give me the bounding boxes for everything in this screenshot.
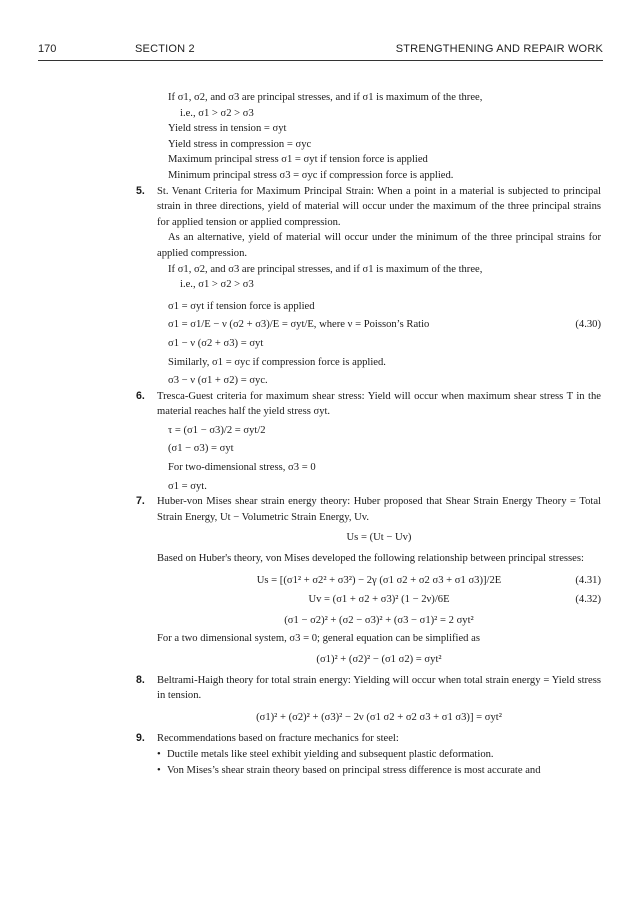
list-item-5 — [136, 184, 601, 389]
intro-line: Maximum principal stress σ1 = σyt if tension force is applied — [168, 154, 428, 166]
bullet-item — [157, 747, 601, 763]
equation-text: Us = [(σ1² + σ2² + σ3²) − 2γ (σ1 σ2 + σ2 σ3 + σ1 σ3)]/2E — [256, 574, 502, 586]
chapter-title: STRENGTHENING AND REPAIR WORK — [395, 43, 603, 55]
bullet-text: Ductile metals like steel exhibit yielding and subsequent plastic deformation. — [167, 748, 494, 760]
equation-text: σ1 = σ1/E − ν (σ2 + σ3)/E = σyt/E, where ν = Poisson’s Ratio — [168, 319, 430, 331]
item-paragraph: Based on Huber's theory, von Mises developed the following relationship between principal stresses: — [157, 553, 584, 565]
list-item-9 — [136, 731, 601, 778]
item-paragraph: For a two dimensional system, σ3 = 0; general equation can be simplified as — [157, 633, 480, 645]
intro-line: Yield stress in compression = σyc — [168, 138, 312, 150]
item-number: 9. — [136, 732, 145, 745]
item-paragraph: As an alternative, yield of material will occur under the minimum of the three principal strains for applied compression. — [157, 232, 601, 259]
item-paragraph: Huber-von Mises shear strain energy theory: Huber proposed that Shear Strain Energy Theory = Total Strain Energy, Ut − Volumetric Strain Energy, Uv. — [157, 496, 601, 523]
item-number: 8. — [136, 673, 145, 686]
item-line: (σ1 − σ3) = σyt — [168, 443, 234, 455]
item-number: 7. — [136, 495, 145, 508]
intro-line: Minimum principal stress σ3 = σyc if compression force is applied. — [168, 169, 454, 181]
intro-block — [136, 90, 601, 184]
item-line: σ1 = σyt. — [168, 480, 207, 492]
equation-4-30 — [157, 317, 601, 333]
intro-line: i.e., σ1 > σ2 > σ3 — [180, 107, 254, 119]
bullet-item — [157, 763, 601, 779]
item-paragraph: Beltrami-Haigh theory for total strain energy: Yielding will occur when total strain energy = Yield stress in tension. — [157, 674, 601, 702]
item-line: σ3 − ν (σ1 + σ2) = σyc. — [168, 375, 268, 387]
equation-2d: (σ1)² + (σ2)² − (σ1 σ2) = σyt² — [316, 654, 442, 665]
equation-number: (4.30) — [575, 319, 601, 331]
page-number: 170 — [38, 43, 57, 55]
intro-line: Yield stress in tension = σyt — [168, 123, 287, 135]
list-item-6 — [136, 389, 601, 495]
item-paragraph: St. Venant Criteria for Maximum Principal Strain: When a point in a material is subjected to principal strain in three directions, yield of material will occur under the maximum of the three principal strains for applied tension or applied compression. — [157, 185, 601, 228]
item-paragraph: Recommendations based on fracture mechanics for steel: — [157, 733, 399, 745]
equation-number: (4.31) — [575, 574, 601, 586]
equation-von-mises: (σ1 − σ2)² + (σ2 − σ3)² + (σ3 − σ1)² = 2 σyt² — [284, 614, 474, 626]
item-line: Similarly, σ1 = σyc if compression force is applied. — [168, 356, 386, 368]
intro-line: If σ1, σ2, and σ3 are principal stresses, and if σ1 is maximum of the three, — [168, 92, 483, 103]
bullet-icon: • — [157, 748, 161, 760]
item-paragraph: Tresca-Guest criteria for maximum shear stress: Yield will occur when maximum shear stress T in the material reaches half the yield stress σyt. — [157, 390, 601, 418]
item-number: 6. — [136, 389, 145, 402]
item-line: σ1 − ν (σ2 + σ3) = σyt — [168, 337, 264, 349]
item-line: For two-dimensional stress, σ3 = 0 — [168, 462, 316, 474]
section-label: SECTION 2 — [135, 43, 195, 55]
running-header — [38, 42, 603, 60]
equation-4-32 — [157, 590, 601, 610]
equation-text: Uv = (σ1 + σ2 + σ3)² (1 − 2ν)/6E — [308, 594, 450, 606]
list-item-7 — [136, 494, 601, 672]
bullet-icon: • — [157, 764, 161, 776]
page-body — [136, 90, 601, 778]
item-number: 5. — [136, 184, 145, 197]
item-line: If σ1, σ2, and σ3 are principal stresses, and if σ1 is maximum of the three, — [168, 263, 483, 275]
item-line: σ1 = σyt if tension force is applied — [168, 300, 315, 312]
equation-beltrami: (σ1)² + (σ2)² + (σ3)² − 2ν (σ1 σ2 + σ2 σ3 + σ1 σ3)] = σyt² — [256, 711, 502, 723]
bullet-text: Von Mises’s shear strain theory based on principal stress difference is most accurate and — [167, 764, 541, 776]
equation-strain-energy: Us = (Ut − Uv) — [346, 532, 412, 544]
header-rule — [38, 60, 603, 61]
list-item-8 — [136, 673, 601, 732]
equation-number: (4.32) — [575, 594, 601, 606]
item-line: τ = (σ1 − σ3)/2 = σyt/2 — [168, 424, 266, 436]
equation-4-31 — [157, 567, 601, 591]
item-line: i.e., σ1 > σ2 > σ3 — [180, 279, 254, 291]
